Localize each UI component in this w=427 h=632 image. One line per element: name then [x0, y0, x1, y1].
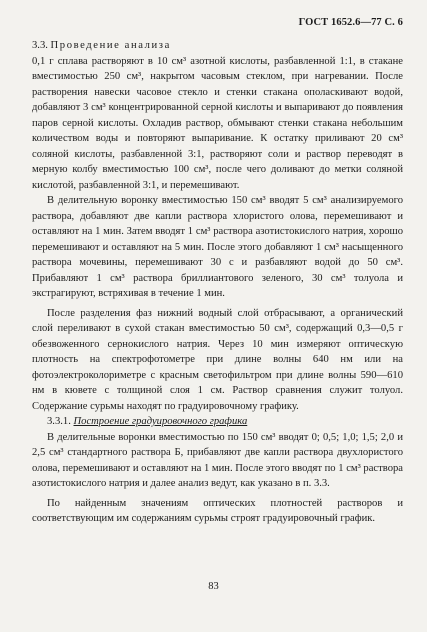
paragraph-dissolution: 0,1 г сплава растворяют в 10 см³ азотной кислоты, разбавленной 1:1, в стакане вместимостью 250 см³, накрытом часовым стеклом, при нагревании. После растворения навески часовое стекло и стенки стакана ополаскивают водой, добавляют 3 см³ концентрированной серной кислоты и выпаривают до появления паров серной кислоты. Охладив раствор, обмывают стенки стакана небольшим количеством воды и повторяют выпаривание. К остатку приливают 20 см³ соляной кислоты, разбавленной 3:1, растворяют соли и раствор переводят в мерную колбу вместимостью 100 см³, после чего доливают до метки соляной кислотой, разбавленной 3:1, и перемешивают. — [32, 55, 403, 191]
page-header: ГОСТ 1652.6—77 С. 6 — [298, 17, 403, 28]
subsection-heading — [32, 414, 403, 430]
section-number: 3.3. — [32, 40, 48, 51]
section-heading — [32, 38, 403, 54]
section-title: Проведение анализа — [50, 40, 171, 51]
page-number: 83 — [208, 581, 219, 592]
document-body — [32, 38, 403, 527]
subsection-number: 3.3.1. — [47, 416, 71, 427]
paragraph-extraction: В делительную воронку вместимостью 150 см³ вводят 5 см³ анализируемого раствора, добавляют две капли раствора хлористого олова, перемешивают и оставляют на 1 мин. Затем вводят 1 см³ раствора азотистокислого натрия, хорошо перемешивают и оставляют на 5 мин. После этого добавляют 1 см³ насыщенного раствора мочевины, перемешивают 30 с и разбавляют водой до 50 см³. Прибавляют 1 см³ раствора бриллиантового зеленого, 30 см³ толуола и экстрагируют, встряхивая в течение 1 мин. — [32, 195, 403, 299]
subsection-title: Построение градуировочного графика — [73, 416, 248, 427]
paragraph-calibration-solutions: В делительные воронки вместимостью по 150 см³ вводят 0; 0,5; 1,0; 1,5; 2,0 и 2,5 см³ стандартного раствора Б, прибавляют две капли раствора двухлористого олова, перемешивают и оставляют на 1 мин. После этого вводят по 1 см³ раствора азотистокислого натрия и далее анализ ведут, как указано в п. 3.3. — [32, 431, 403, 489]
paragraph-measurement: После разделения фаз нижний водный слой отбрасывают, а органический слой переливают в сухой стакан вместимостью 50 см³, содержащий 0,3—0,5 г обезвоженного сернокислого натрия. Через 10 мин измеряют оптическую плотность на спектрофотометре при длине волны 640 нм или на фотоэлектроколориметре с красным светофильтром при длине волны 590—610 нм в кювете с толщиной слоя 1 см. Раствор сравнения служит толуол. Содержание сурьмы находят по градуировочному графику. — [32, 307, 403, 412]
paragraph-calibration-graph: По найденным значениям оптических плотностей растворов и соответствующим им содержаниям сурьмы строят градуировочный график. — [32, 497, 403, 524]
